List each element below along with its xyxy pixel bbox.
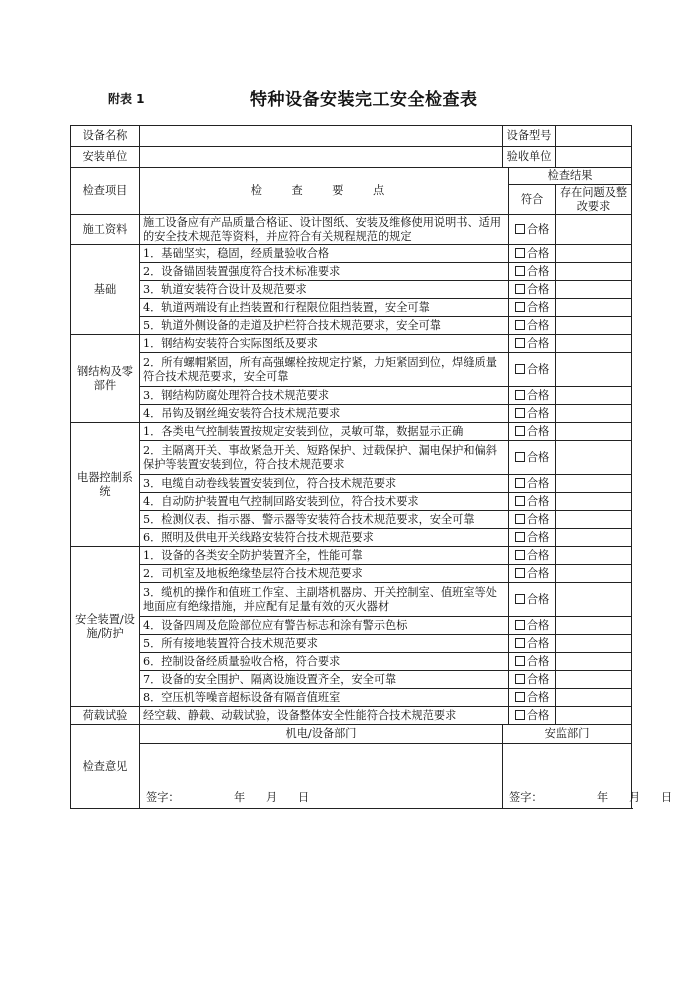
issues-field[interactable]: [556, 511, 632, 529]
col-header-item: 检查项目: [71, 168, 140, 215]
result-label: 合格: [526, 690, 550, 704]
check-point: 2．设备锚固装置强度符合技术标准要求: [140, 263, 509, 281]
check-point: 8．空压机等噪音超标设备有隔音值班室: [140, 689, 509, 707]
opinion-row: [71, 725, 632, 809]
info-row-device: [71, 126, 632, 147]
year-label: 年: [234, 791, 246, 804]
checkbox-icon[interactable]: [515, 478, 525, 488]
result-checkbox[interactable]: [509, 635, 556, 653]
result-checkbox[interactable]: [509, 335, 556, 353]
result-label: 合格: [526, 406, 550, 420]
result-label: 合格: [526, 494, 550, 508]
result-label: 合格: [526, 566, 550, 580]
result-checkbox[interactable]: [509, 423, 556, 441]
device-name-field[interactable]: [140, 126, 503, 147]
check-point: 施工设备应有产品质量合格证、设计图纸、安装及维修使用说明书、适用的安全技术规范等资料，并应符合有关规程规范的规定: [140, 215, 509, 245]
result-checkbox[interactable]: [509, 671, 556, 689]
result-checkbox[interactable]: [509, 215, 556, 245]
check-row-steel-1: [71, 335, 632, 353]
check-point: 3．钢结构防腐处理符合技术规范要求: [140, 387, 509, 405]
check-row-safety-7: [71, 671, 632, 689]
result-checkbox[interactable]: [509, 565, 556, 583]
issues-field[interactable]: [556, 529, 632, 547]
section-foundation-name: 基础: [71, 245, 140, 335]
result-label: 合格: [526, 476, 550, 490]
sign-label: 签字：: [146, 791, 180, 804]
form-title: 特种设备安装完工安全检查表: [250, 90, 478, 110]
opinion-dept-safety[interactable]: [503, 725, 673, 809]
opinion-label: 检查意见: [71, 725, 140, 809]
divider: [503, 743, 631, 744]
checkbox-icon[interactable]: [515, 692, 525, 702]
result-checkbox[interactable]: [509, 547, 556, 565]
checkbox-icon[interactable]: [515, 390, 525, 400]
opinion-dept-safety-title: 安监部门: [544, 727, 590, 740]
issues-field[interactable]: [556, 353, 632, 387]
check-row-foundation-2: [71, 263, 632, 281]
result-label: 合格: [526, 388, 550, 402]
issues-field[interactable]: [556, 653, 632, 671]
checkbox-icon[interactable]: [515, 656, 525, 666]
divider: [140, 743, 502, 744]
issues-field[interactable]: [556, 423, 632, 441]
accept-unit-field[interactable]: [556, 147, 632, 168]
result-checkbox[interactable]: [509, 317, 556, 335]
issues-field[interactable]: [556, 493, 632, 511]
issues-field[interactable]: [556, 441, 632, 475]
issues-field[interactable]: [556, 617, 632, 635]
result-checkbox[interactable]: [509, 583, 556, 617]
device-name-label: 设备名称: [71, 126, 140, 147]
result-label: 合格: [526, 246, 550, 260]
check-point: 5．轨道外侧设备的走道及护栏符合技术规范要求，安全可靠: [140, 317, 509, 335]
issues-field[interactable]: [556, 317, 632, 335]
checkbox-icon[interactable]: [515, 638, 525, 648]
day-label: 日: [661, 791, 673, 804]
check-point: 5．所有接地装置符合技术规范要求: [140, 635, 509, 653]
issues-field[interactable]: [556, 707, 632, 725]
result-label: 合格: [526, 336, 550, 350]
col-header-conform: 符合: [509, 185, 556, 215]
day-label: 日: [298, 791, 310, 804]
check-row-electric-1: [71, 423, 632, 441]
result-label: 合格: [526, 592, 550, 606]
check-point: 6．照明及供电开关线路安装符合技术规范要求: [140, 529, 509, 547]
result-label: 合格: [526, 618, 550, 632]
result-label: 合格: [526, 450, 550, 464]
result-checkbox[interactable]: [509, 353, 556, 387]
issues-field[interactable]: [556, 281, 632, 299]
result-label: 合格: [526, 222, 550, 236]
issues-field[interactable]: [556, 263, 632, 281]
check-row-foundation-3: [71, 281, 632, 299]
accept-unit-label: 验收单位: [503, 147, 556, 168]
checkbox-icon[interactable]: [515, 364, 525, 374]
checkbox-icon[interactable]: [515, 568, 525, 578]
month-label: 月: [266, 791, 278, 804]
result-checkbox[interactable]: [509, 511, 556, 529]
opinion-dept-mechanical-title: 机电/设备部门: [285, 727, 357, 740]
issues-field[interactable]: [556, 565, 632, 583]
check-point: 2．主隔离开关、事故紧急开关、短路保护、过载保护、漏电保护和偏斜保护等装置安装到位，符合技术规范要求: [140, 441, 509, 475]
year-label: 年: [597, 791, 609, 804]
check-point: 4．吊钩及钢丝绳安装符合技术规范要求: [140, 405, 509, 423]
check-point: 4．自动防护装置电气控制回路安装到位，符合技术要求: [140, 493, 509, 511]
section-load-name: 荷载试验: [71, 707, 140, 725]
checkbox-icon[interactable]: [515, 320, 525, 330]
checkbox-icon[interactable]: [515, 302, 525, 312]
issues-field[interactable]: [556, 547, 632, 565]
install-unit-label: 安装单位: [71, 147, 140, 168]
issues-field[interactable]: [556, 475, 632, 493]
check-row-foundation-5: [71, 317, 632, 335]
issues-field[interactable]: [556, 635, 632, 653]
col-header-issues: 存在问题及整改要求: [556, 185, 632, 215]
result-checkbox[interactable]: [509, 405, 556, 423]
check-row-load-1: [71, 707, 632, 725]
checkbox-icon[interactable]: [515, 224, 525, 234]
result-checkbox[interactable]: [509, 387, 556, 405]
result-checkbox[interactable]: [509, 689, 556, 707]
check-row-steel-3: [71, 387, 632, 405]
checkbox-icon[interactable]: [515, 266, 525, 276]
sign-label: 签字：: [509, 791, 543, 804]
checkbox-icon[interactable]: [515, 550, 525, 560]
check-row-electric-5: [71, 511, 632, 529]
checkbox-icon[interactable]: [515, 284, 525, 294]
section-electric-name: 电器控制系统: [71, 423, 140, 547]
check-point: 1．设备的各类安全防护装置齐全，性能可靠: [140, 547, 509, 565]
result-checkbox[interactable]: [509, 617, 556, 635]
result-checkbox[interactable]: [509, 281, 556, 299]
opinion-dept-mechanical-signature: [146, 791, 309, 805]
check-point: 5．检测仪表、指示器、警示器等安装符合技术规范要求，安全可靠: [140, 511, 509, 529]
result-label: 合格: [526, 512, 550, 526]
check-point: 4．设备四周及危险部位应有警告标志和涂有警示色标: [140, 617, 509, 635]
check-row-foundation-4: [71, 299, 632, 317]
result-checkbox[interactable]: [509, 653, 556, 671]
check-point: 3．缆机的操作和值班工作室、主副塔机器房、开关控制室、值班室等处地面应有绝缘措施，并应配有足量有效的灭火器材: [140, 583, 509, 617]
result-label: 合格: [526, 708, 550, 722]
result-label: 合格: [526, 282, 550, 296]
month-label: 月: [629, 791, 641, 804]
checkbox-icon[interactable]: [515, 674, 525, 684]
check-point: 2．司机室及地板绝缘垫层符合技术规范要求: [140, 565, 509, 583]
check-point: 6．控制设备经质量验收合格，符合要求: [140, 653, 509, 671]
result-checkbox[interactable]: [509, 441, 556, 475]
info-row-units: [71, 147, 632, 168]
install-unit-field[interactable]: [140, 147, 503, 168]
result-checkbox[interactable]: [509, 493, 556, 511]
result-checkbox[interactable]: [509, 529, 556, 547]
checkbox-icon[interactable]: [515, 594, 525, 604]
device-model-label: 设备型号: [503, 126, 556, 147]
issues-field[interactable]: [556, 405, 632, 423]
col-header-points: [140, 168, 509, 215]
result-label: 合格: [526, 530, 550, 544]
col-header-result: 检查结果: [509, 168, 632, 185]
issues-field[interactable]: [556, 583, 632, 617]
opinion-dept-mechanical[interactable]: [140, 725, 503, 809]
check-point: 1．各类电气控制装置按规定安装到位，灵敏可靠，数据显示正确: [140, 423, 509, 441]
check-point: 7．设备的安全围护、隔离设施设置齐全，安全可靠: [140, 671, 509, 689]
header-row-1: [71, 168, 632, 185]
result-checkbox[interactable]: [509, 707, 556, 725]
result-label: 合格: [526, 672, 550, 686]
checkbox-icon[interactable]: [515, 532, 525, 542]
check-row-docs-1: [71, 215, 632, 245]
section-steel-name: 钢结构及零部件: [71, 335, 140, 423]
checkbox-icon[interactable]: [515, 620, 525, 630]
check-row-steel-4: [71, 405, 632, 423]
checkbox-icon[interactable]: [515, 452, 525, 462]
checkbox-icon[interactable]: [515, 496, 525, 506]
result-checkbox[interactable]: [509, 475, 556, 493]
checkbox-icon[interactable]: [515, 248, 525, 258]
check-point: 3．电缆自动卷线装置安装到位，符合技术规范要求: [140, 475, 509, 493]
check-row-safety-8: [71, 689, 632, 707]
result-label: 合格: [526, 424, 550, 438]
check-point: 2．所有螺帽紧固，所有高强螺栓按规定拧紧，力矩紧固到位，焊缝质量符合技术规范要求，安全可靠: [140, 353, 509, 387]
result-label: 合格: [526, 318, 550, 332]
result-label: 合格: [526, 362, 550, 376]
issues-field[interactable]: [556, 245, 632, 263]
check-point: 4．轨道两端设有止挡装置和行程限位阻挡装置，安全可靠: [140, 299, 509, 317]
result-label: 合格: [526, 264, 550, 278]
col-header-points-text: 检 查 要 点: [250, 184, 398, 197]
device-model-field[interactable]: [556, 126, 632, 147]
result-label: 合格: [526, 654, 550, 668]
result-checkbox[interactable]: [509, 245, 556, 263]
section-docs-name: 施工资料: [71, 215, 140, 245]
issues-field[interactable]: [556, 671, 632, 689]
check-row-safety-6: [71, 653, 632, 671]
check-row-safety-3: [71, 583, 632, 617]
issues-field[interactable]: [556, 387, 632, 405]
issues-field[interactable]: [556, 299, 632, 317]
section-safety-name: 安全装置/设施/防护: [71, 547, 140, 707]
appendix-label: 附表 1: [108, 92, 145, 106]
checkbox-icon[interactable]: [515, 338, 525, 348]
check-point: 1．基础坚实，稳固，经质量验收合格: [140, 245, 509, 263]
check-point: 1．钢结构安装符合实际图纸及要求: [140, 335, 509, 353]
result-checkbox[interactable]: [509, 299, 556, 317]
result-label: 合格: [526, 636, 550, 650]
check-point: 经空载、静载、动载试验，设备整体安全性能符合技术规范要求: [140, 707, 509, 725]
opinion-dept-safety-signature: [509, 791, 672, 805]
result-checkbox[interactable]: [509, 263, 556, 281]
check-row-electric-2: [71, 441, 632, 475]
check-point: 3．轨道安装符合设计及规范要求: [140, 281, 509, 299]
issues-field[interactable]: [556, 215, 632, 245]
check-row-safety-4: [71, 617, 632, 635]
checkbox-icon[interactable]: [515, 710, 525, 720]
issues-field[interactable]: [556, 689, 632, 707]
inspection-table: [70, 125, 673, 809]
check-row-steel-2: [71, 353, 632, 387]
checkbox-icon[interactable]: [515, 514, 525, 524]
check-row-electric-6: [71, 529, 632, 547]
checkbox-icon[interactable]: [515, 426, 525, 436]
result-label: 合格: [526, 300, 550, 314]
checkbox-icon[interactable]: [515, 408, 525, 418]
check-row-foundation-1: [71, 245, 632, 263]
issues-field[interactable]: [556, 335, 632, 353]
check-row-electric-3: [71, 475, 632, 493]
check-row-safety-2: [71, 565, 632, 583]
result-label: 合格: [526, 548, 550, 562]
check-row-electric-4: [71, 493, 632, 511]
check-row-safety-5: [71, 635, 632, 653]
check-row-safety-1: [71, 547, 632, 565]
